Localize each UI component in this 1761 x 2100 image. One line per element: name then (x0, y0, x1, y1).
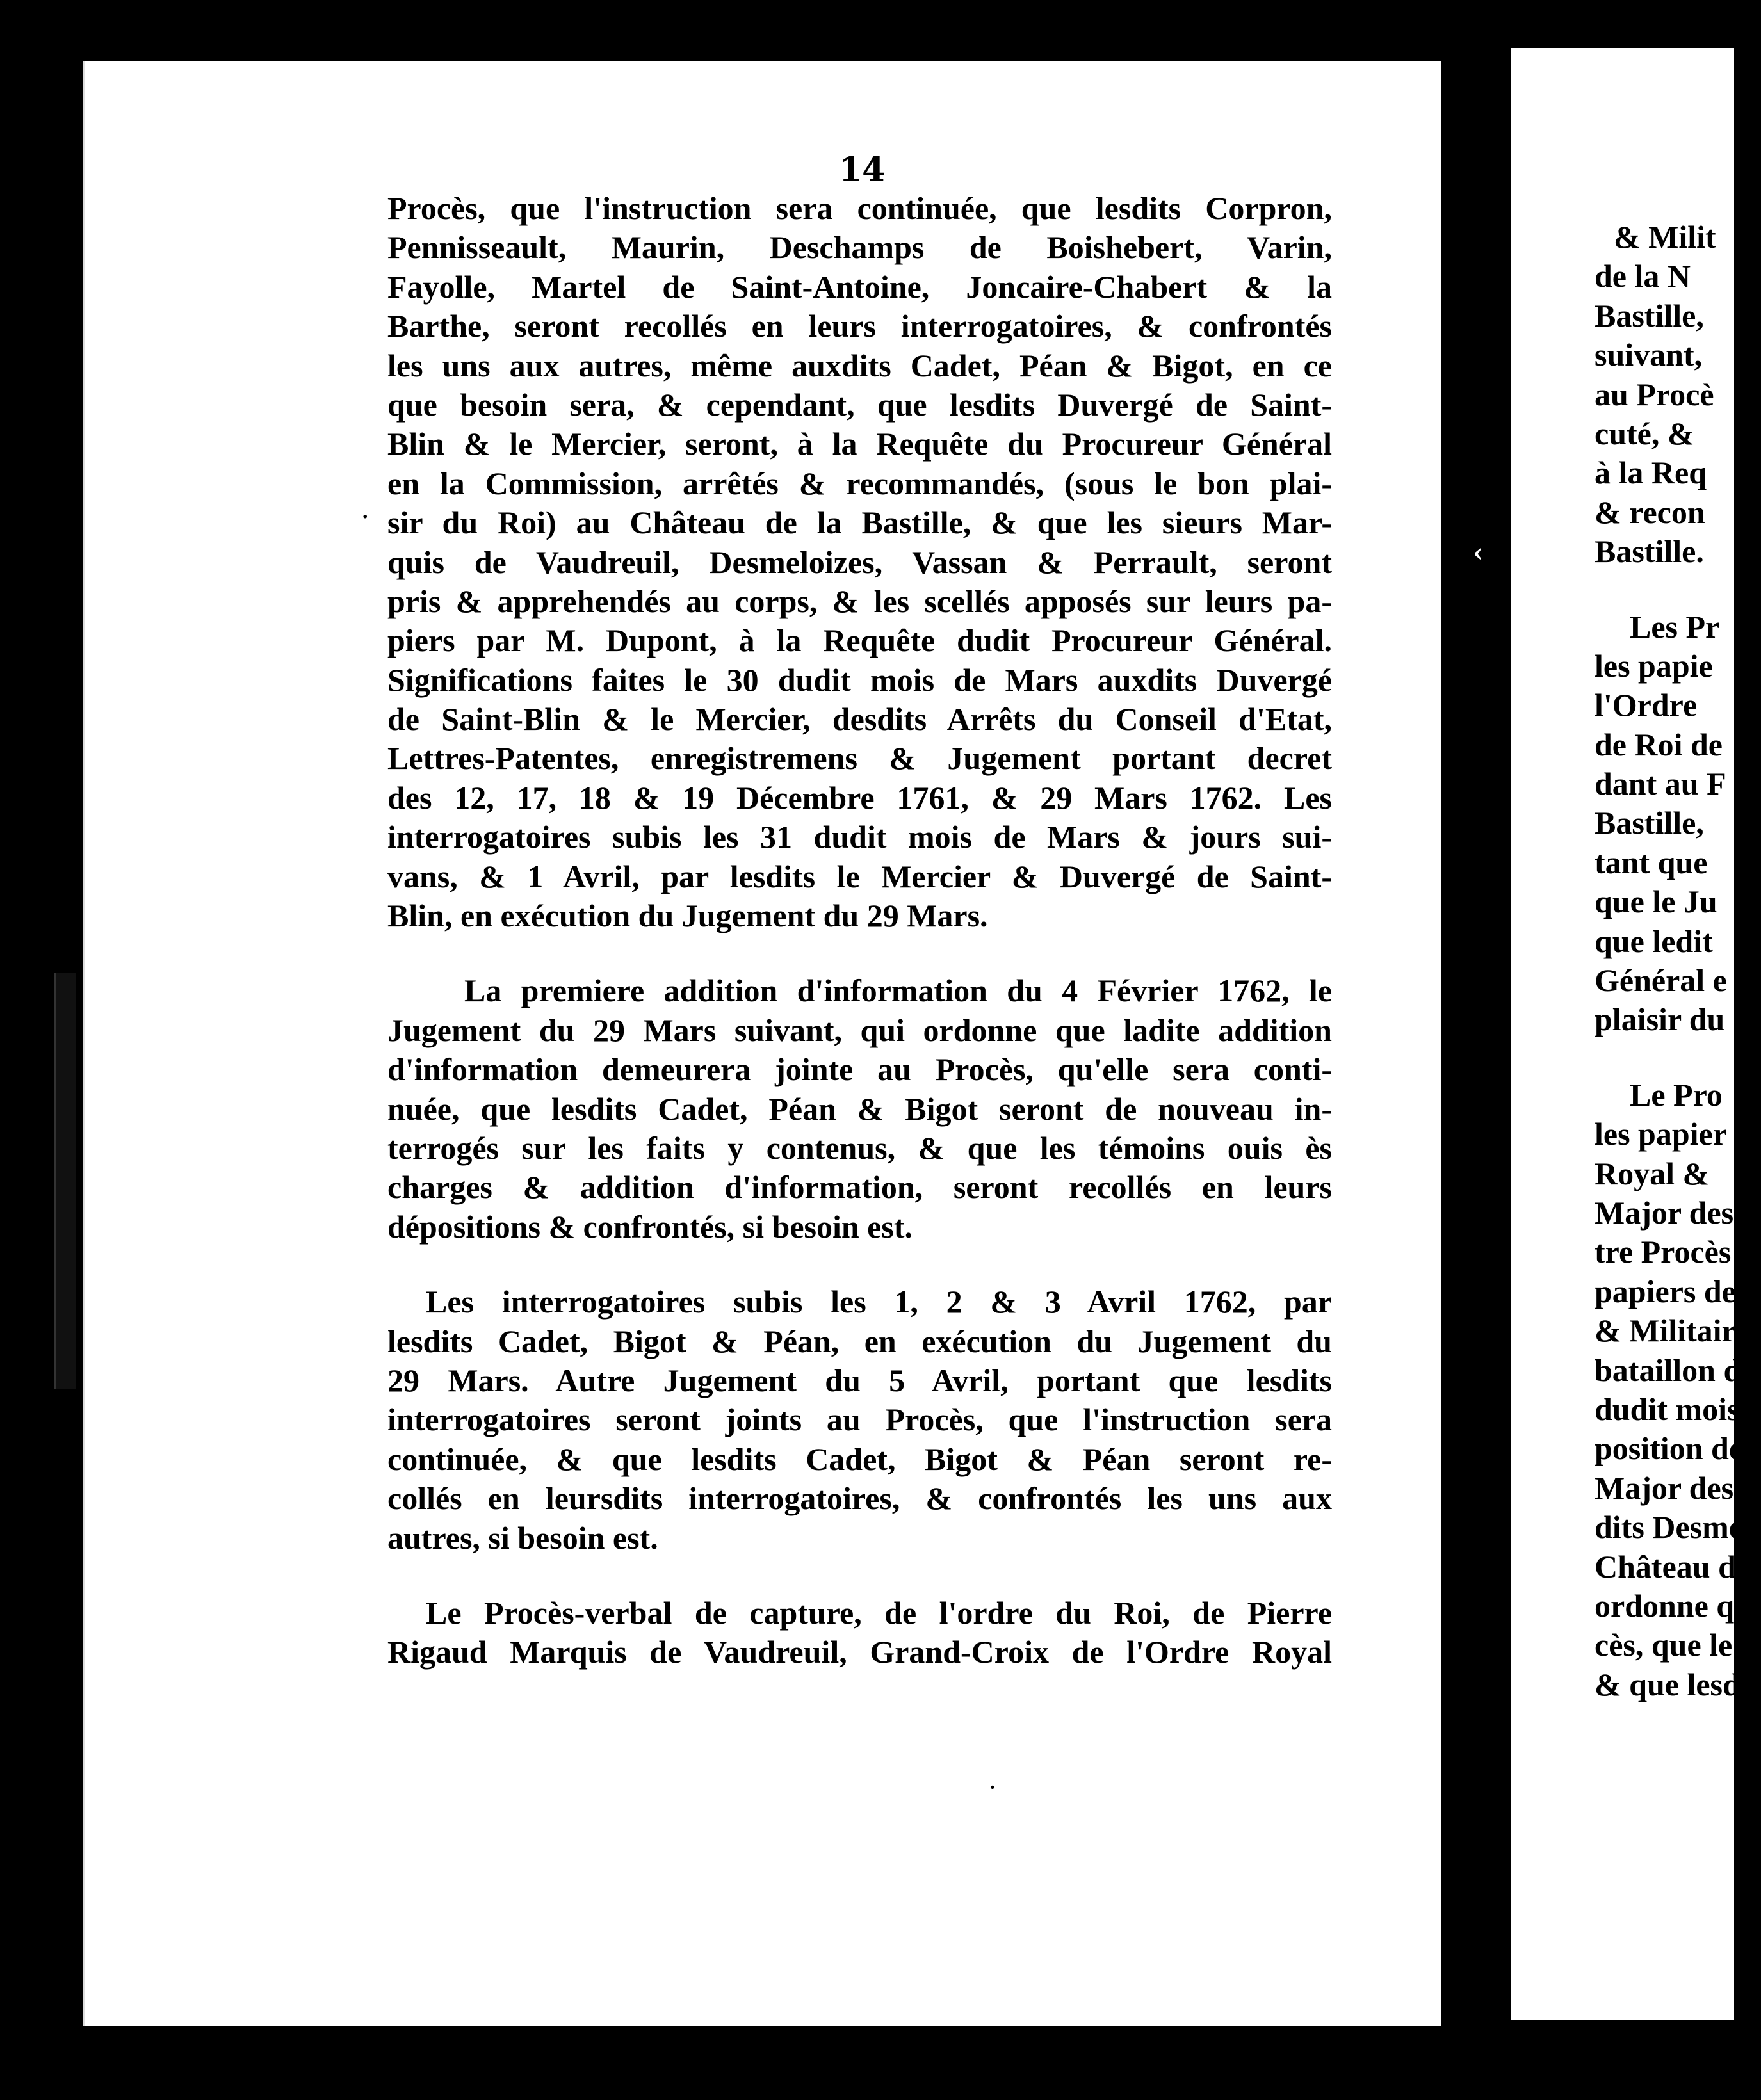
text-line: Bastille, (1595, 297, 1704, 334)
text-line: que besoin sera, & cependant, que lesdits Duvergé de Saint- (387, 386, 1332, 423)
text-line: pris & apprehendés au corps, & les scellés apposés sur leurs pa- (387, 583, 1332, 619)
text-line: les papier (1595, 1116, 1727, 1152)
text-line: suivant, (1595, 337, 1703, 373)
text-line: Jugement du 29 Mars suivant, qui ordonne que ladite addition (387, 1012, 1332, 1048)
text-line: cès, que le (1595, 1627, 1733, 1663)
text-line: terrogés sur les faits y contenus, & que les témoins ouis ès (387, 1129, 1332, 1166)
text-line: dant au F (1595, 766, 1726, 802)
stray-ink-mark: · (989, 1777, 996, 1798)
page-number: 14 (839, 150, 886, 190)
text-line: 29 Mars. Autre Jugement du 5 Avril, portant que lesdits (387, 1362, 1332, 1398)
text-line: position de (1595, 1430, 1744, 1467)
text-line: & Militair (1595, 1312, 1736, 1349)
right-page-text (1595, 218, 1761, 1704)
text-line: Bastille, (1595, 805, 1704, 841)
text-line: de la N (1595, 258, 1691, 295)
text-line: continuée, & que lesdits Cadet, Bigot & Péan seront re- (387, 1441, 1332, 1477)
text-line: Les Pr (1630, 608, 1720, 645)
text-line: sir du Roi) au Château de la Bastille, & que les sieurs Mar- (387, 505, 1332, 541)
paragraph-gap (387, 935, 1332, 971)
text-line: vans, & 1 Avril, par lesdits le Mercier & Duvergé de Saint- (387, 858, 1332, 894)
text-line: Significations faites le 30 dudit mois de Mars auxdits Duvergé (387, 661, 1332, 698)
text-line: & Milit (1614, 219, 1716, 255)
right-paragraph-1 (1595, 218, 1761, 572)
text-line: Blin, en exécution du Jugement du 29 Mars. (387, 898, 988, 934)
text-line: que ledit (1595, 923, 1713, 959)
text-line: Le Procès-verbal de capture, de l'ordre du Roi, de Pierre (426, 1594, 1332, 1631)
text-line: en la Commission, arrêtés & recommandés, (sous le bon plai- (387, 465, 1332, 501)
text-line: Pennisseault, Maurin, Deschamps de Boishebert, Varin, (387, 229, 1332, 266)
text-line: cuté, & (1595, 415, 1694, 451)
text-line: de Saint-Blin & le Mercier, desdits Arrêts du Conseil d'Etat, (387, 701, 1332, 738)
text-line: l'Ordre (1595, 687, 1698, 723)
text-line: bataillon d (1595, 1352, 1742, 1388)
text-line: La premiere addition d'information du 4 Février 1762, le (464, 973, 1332, 1009)
text-line: piers par M. Dupont, à la Requête dudit Procureur Général. (387, 622, 1332, 659)
text-line: dudit mois (1595, 1391, 1740, 1427)
right-paragraph-2 (1595, 608, 1761, 1040)
text-line: Fayolle, Martel de Saint-Antoine, Joncaire-Chabert & la (387, 268, 1332, 305)
text-line: & recon (1595, 494, 1705, 530)
text-line: d'information demeurera jointe au Procès, qu'elle sera conti- (387, 1051, 1332, 1088)
text-line: quis de Vaudreuil, Desmeloizes, Vassan & Perrault, seront (387, 544, 1332, 580)
text-line: interrogatoires seront joints au Procès, que l'instruction sera (387, 1401, 1332, 1438)
paragraph-2 (387, 971, 1332, 1247)
paragraph-4 (387, 1594, 1332, 1672)
book-gutter (1441, 61, 1511, 2026)
text-line: Procès, que l'instruction sera continuée, que lesdits Corpron, (387, 190, 1332, 226)
stray-ink-mark: · (362, 506, 369, 528)
text-line: ordonne qu (1595, 1587, 1752, 1624)
text-line: les uns aux autres, même auxdits Cadet, Péan & Bigot, en ce (387, 347, 1332, 384)
text-line: tant que (1595, 844, 1708, 880)
paragraph-gap (1595, 572, 1761, 608)
paragraph-1 (387, 189, 1332, 935)
paragraph-3 (387, 1282, 1332, 1558)
paragraph-gap (387, 1558, 1332, 1594)
text-line: Lettres-Patentes, enregistremens & Jugement portant decret (387, 740, 1332, 777)
text-line: des 12, 17, 18 & 19 Décembre 1761, & 29 Mars 1762. Les (387, 779, 1332, 816)
text-line: autres, si besoin est. (387, 1519, 658, 1556)
text-line: les papie (1595, 647, 1713, 684)
text-line: Les interrogatoires subis les 1, 2 & 3 Avril 1762, par (426, 1284, 1332, 1320)
text-line: interrogatoires subis les 31 dudit mois de Mars & jours sui- (387, 819, 1332, 855)
text-line: au Procè (1595, 376, 1714, 412)
text-line: Bastille. (1595, 533, 1704, 570)
page-edge-shadow (54, 973, 76, 1389)
paragraph-gap (387, 1247, 1332, 1282)
text-line: Le Pro (1630, 1076, 1723, 1113)
text-line: Blin & le Mercier, seront, à la Requête du Procureur Général (387, 426, 1332, 462)
text-line: dits Desme (1595, 1509, 1743, 1546)
text-line: nuée, que lesdits Cadet, Péan & Bigot seront de nouveau in- (387, 1090, 1332, 1127)
text-line: collés en leursdits interrogatoires, & confrontés les uns aux (387, 1480, 1332, 1517)
stray-ink-mark: ‹ (1473, 538, 1483, 568)
text-line: tre Procès (1595, 1234, 1732, 1270)
text-line: de Roi de (1595, 726, 1723, 763)
paragraph-gap (1595, 1040, 1761, 1076)
text-line: dépositions & confrontés, si besoin est. (387, 1208, 913, 1245)
text-line: Royal & (1595, 1155, 1710, 1191)
text-line: Général e (1595, 962, 1727, 999)
text-line: Major des (1595, 1469, 1734, 1506)
text-line: & que lesd (1595, 1666, 1741, 1702)
text-line: Major des (1595, 1194, 1734, 1231)
text-line: plaisir du (1595, 1001, 1725, 1038)
text-line: que le Ju (1595, 884, 1717, 920)
text-line: Barthe, seront recollés en leurs interrogatoires, & confrontés (387, 308, 1332, 344)
text-line: à la Req (1595, 455, 1707, 491)
left-page-text (387, 189, 1332, 1672)
text-line: Château de (1595, 1548, 1751, 1585)
text-line: lesdits Cadet, Bigot & Péan, en exécution du Jugement du (387, 1323, 1332, 1359)
text-line: charges & addition d'information, seront recollés en leurs (387, 1169, 1332, 1206)
right-paragraph-3 (1595, 1076, 1761, 1704)
text-line: papiers de (1595, 1273, 1736, 1309)
text-line: Rigaud Marquis de Vaudreuil, Grand-Croix de l'Ordre Royal (387, 1634, 1332, 1670)
